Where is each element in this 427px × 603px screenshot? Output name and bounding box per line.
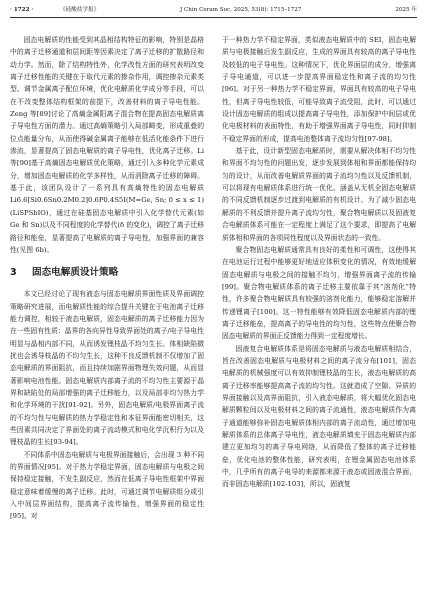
paragraph: 本文已经讨论了现有液态与固态电解质界面性质及界面调控策略研究进展，而电解质性能的综合提升关键在于电池离子迁移能力调控，相较于液态电解质，固态电解质的离子迁移能力因为在一些固有性质：晶界的各向异性导致界面处的离子/电子导电性明显与晶相内部不同，从而诱发锂枝晶不均匀生长。体相缺陷微扰也会诱导枝晶的不均匀生长，这种不良反馈机制不仅增加了固态电解质的界面阻抗，而且持续加剧界面物理失效问题，从而显著影响电池性能。固态电解质内部离子流的不均匀性主要源于晶界和缺陷处的局部增强的离子迁移能力，以及局部非均匀热力学和化学环境的干扰[91-92]。另外，固态电解质/电极界面离子流的不均匀性与电解质的热力学稳定性和本征界面能密切相关，这些因素共同决定了界面处的离子流动模式和电化学沉积行为以及锂枝晶的生长[93-94]。 xyxy=(10,290,204,447)
header-rule xyxy=(10,17,417,18)
paragraph: 聚合物固态电解质通常具有良好的柔性和可调性，这使得其在电池运行过程中能够更好地适应体积变化的情况，有效地缓解固态电解质与电极之间的接触不均匀，增强界面离子流的传输[99]。聚合物电解质体系的离子迁移主要依靠于其“溶剂化”特性，许多聚合物电解质具有较强的溶剂化能力，能够稳定溶解并传递锂离子[100]。这一特性能够有效降低固态电解质内部的锂离子迁移能垒，提高离子的导电性的均匀性，这些特点使聚合物固态电解质的界面正反馈能力得到一定程度增长。 xyxy=(222,245,416,341)
paragraph: 基于此，设计新型固态电解质时，需要从解决体相不均匀性和界面不均匀性的问题出发，逐步发展到体相和界面都能保持均匀的设计，从而改善电解质界面的离子流均匀性以及反馈机制，可以将现有电解质体系进行统一优化。涵盖从无机全固态电解质的不同反馈机制逐步过渡到电解质的有机设计。为了减少固态电解质的不利反馈并提升离子流均匀性，聚合物电解质以及固液复合电解质体系可能在一定程度上满足了这个要求，即提高了电解质体相和界面的各项同性程度以及界面状态的一致性。 xyxy=(222,147,416,242)
journal-reference: J Chin Ceram Soc, 2025, 53(8): 1715–1727 xyxy=(180,7,302,13)
right-column xyxy=(222,34,416,491)
paragraph: 固液复合电解质体系是将固态电解质与液态电解质相结合，旨在改善固态电解质与电极材料之间的离子流分布[101]，固态电解质的机械强度可以有效抑制锂枝晶的生长，液态电解质的高离子迁移率能够提高离子流的均匀性。这就造成了空隙、异质的界面接触以及高界面阻抗，引入液态电解质，将大幅优化固态电解质颗粒间以及电极材料之间的离子流通性，液态电解质作为离子通道能够弥补固态电解质体相内部的离子流动性，通过增加电解质体系的总体离子导电性，液态电解质填充于固态电解质内部建立更加均匀的离子导电网络，从而降低了整体的离子迁移能垒，优化电池的整体性能，研究表明，在锂金属固态电池体系中，几乎所有的离子电导的来源都来源于液态或固液混合界面，而非固态电解质[102-103]，所以，固液复 xyxy=(222,344,416,489)
publication-year: 2025 年 xyxy=(395,7,417,13)
journal-name: 《硅酸盐学报》 xyxy=(60,7,100,13)
page-number: · 1722 · xyxy=(10,7,34,13)
section-title: 固态电解质设计策略 xyxy=(32,267,119,279)
section-heading xyxy=(10,267,204,279)
paragraph: 不同体系中固态电解质与电极界面接触后，会出现 3 种不同的界面情况[95]。对于热力学稳定界面，固态电解质与电极之间保持稳定接触，不发生副反应，然而在低离子导电性框架中界面稳定意味着缓慢的离子迁移。此时，可通过调节电解质组分或引入中间层界面结构，提高离子流传输性，增强界面的稳定性[95]。对 xyxy=(10,450,204,521)
section-number: 3 xyxy=(10,267,17,279)
page-header xyxy=(10,4,417,16)
left-column xyxy=(10,34,204,523)
paragraph: 固态电解质的性能受到其晶相结构特征的影响，特别是晶格中的离子迁移通道和层间距等因素决定了离子迁移的扩散路径和动力学。然而，除了结构特性外，化学改性方面的研究表明改变离子迁移性能的关键在于取代元素的掺杂作用，调控掺杂元素类型、调节金属离子配位环境，优化电解质化学成分等手段，可以在不改变整体结构框架的前提下，改善材料的离子导电性能。Zeng 等[89]讨论了高熵金属阳离子混合物在提高固态电解质离子导电性方面的潜力。通过高熵策略引入局部畸变，形成重叠的位点能量分布，从而使得碱金属离子能够在低活化能条件下进行渗流，显著提高了固态电解质的离子导电性，优化离子迁移。Li 等[90]基于高熵固态电解质优化策略，通过引入多种化学元素成分，增加固态电解质的化学多样性，从而消除离子迁移的障碍。基于此，该团队设计了一系列具有高熵特性的固态电解质 Li6.6[Si0.6Sn0.2M0.2]0.6P0.4S5I(M=Ge, Sn; 0 ≤ x ≤ 1)(LiSPSbIO)，通过在硅基固态电解质中引入化学替代元素(如 Ge 和 Sn)以及不同程度的化学替代(δ 的变化)，调控了离子迁移路径和能垒，显著提高了电解质的离子导电性，加强界面的兼容性(见图 6b)。 xyxy=(10,36,204,254)
paragraph: 于一种热力学不稳定界面，类似液态电解质中的 SEI，固态电解质与电极接触后发生副反应，生成的界面具有较高的离子导电性及较低的电子导电性。这种情况下，优化界面层的成分、增强离子导电通道，可以进一步提高界面稳定性和离子流的均匀性[96]。对于另一种热力学不稳定界面，界面具有较高的电子导电性，但离子导电性较低，可能导致离子流受阻，此时，可以通过设计固态电解质的组成以提高离子导电性，添加保护中间层或优化电极材料的表面特性，有助于增强界面离子导电性，同时抑制不稳定界面的形成，提高电池整体离子流均匀性[97-98]。 xyxy=(222,36,416,143)
